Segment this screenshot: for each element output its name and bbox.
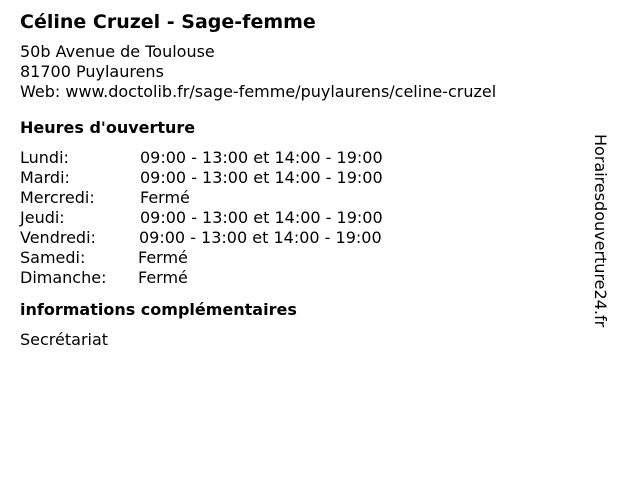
hours-row (20, 248, 590, 268)
hours-day: Jeudi: (20, 208, 65, 227)
hours-time: 09:00 - 13:00 et 14:00 - 19:00 (140, 148, 383, 167)
hours-day: Lundi: (20, 148, 69, 167)
address-city: 81700 Puylaurens (20, 62, 164, 81)
hours-row (20, 228, 590, 248)
hours-row (20, 168, 590, 188)
hours-row (20, 208, 590, 228)
additional-info-text: Secrétariat (20, 330, 109, 349)
hours-day: Dimanche: (20, 268, 107, 287)
website-line[interactable]: Web: www.doctolib.fr/sage-femme/puylaurens/celine-cruzel (20, 82, 497, 101)
address-street: 50b Avenue de Toulouse (20, 42, 215, 61)
opening-hours-table (20, 148, 590, 288)
watermark-text: Horairesdouverture24.fr (591, 134, 610, 328)
business-name: Céline Cruzel - Sage-femme (20, 11, 316, 33)
hours-row (20, 148, 590, 168)
address-block (20, 42, 590, 102)
hours-day: Mercredi: (20, 188, 95, 207)
hours-time: Fermé (138, 268, 188, 287)
hours-row (20, 188, 590, 208)
additional-info-heading: informations complémentaires (20, 300, 297, 319)
hours-time: Fermé (138, 248, 188, 267)
page-content (20, 8, 590, 350)
hours-time: 09:00 - 13:00 et 14:00 - 19:00 (139, 228, 382, 247)
hours-day: Mardi: (20, 168, 70, 187)
hours-time: 09:00 - 13:00 et 14:00 - 19:00 (140, 168, 383, 187)
hours-time: 09:00 - 13:00 et 14:00 - 19:00 (140, 208, 383, 227)
hours-row (20, 268, 590, 288)
hours-time: Fermé (140, 188, 190, 207)
opening-hours-heading: Heures d'ouverture (20, 118, 196, 137)
hours-day: Samedi: (20, 248, 86, 267)
hours-day: Vendredi: (20, 228, 96, 247)
